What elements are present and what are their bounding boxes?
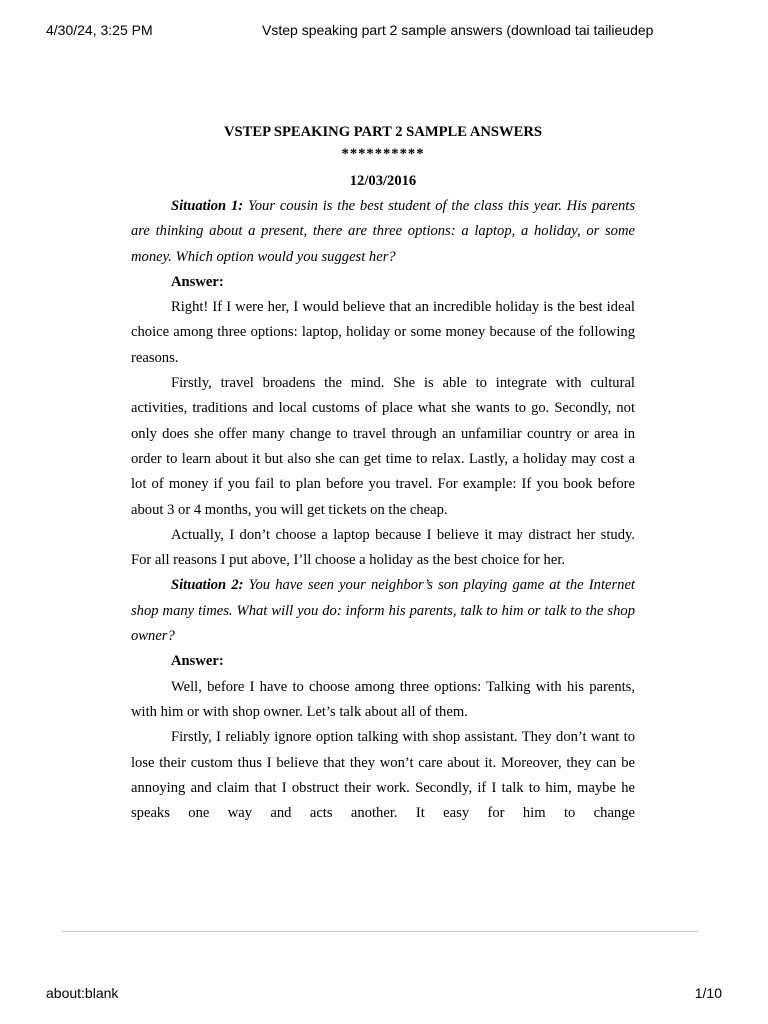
answer-2-label: Answer: xyxy=(171,653,224,670)
print-page-title: Vstep speaking part 2 sample answers (download tai tailieudep xyxy=(262,22,654,38)
answer-2-paragraph: Firstly, I reliably ignore option talking with shop assistant. They don’t want to lose their custom thus I believe that they won’t care about it. Moreover, they can be annoying and claim that I obstruct their work. Secondly, if I talk to him, maybe he speaks one way and acts another. It easy for him to change xyxy=(131,729,635,822)
print-footer xyxy=(46,985,722,1005)
document-body xyxy=(131,120,635,826)
print-datetime: 4/30/24, 3:25 PM xyxy=(46,22,153,38)
document-date: 12/03/2016 xyxy=(349,173,417,189)
answer-1-paragraph: Firstly, travel broadens the mind. She is able to integrate with cultural activities, traditions and local customs of place what she wants to go. Secondly, not only does she offer many change to travel through an unfamiliar country or area in order to learn about it but also she can get time to relax. Lastly, a holiday may cost a lot of money if you fail to plan before you travel. For example: If you book before about 3 or 4 months, you will get tickets on the cheap. xyxy=(131,375,635,518)
answer-1-paragraph: Actually, I don’t choose a laptop because I believe it may distract her study. For all reasons I put above, I’ll choose a holiday as the best choice for her. xyxy=(131,526,635,569)
answer-2-paragraph: Well, before I have to choose among three options: Talking with his parents, with him or with shop owner. Let’s talk about all of them. xyxy=(131,678,635,720)
situation-1-label: Situation 1: xyxy=(171,198,244,214)
situation-2-question xyxy=(131,573,635,649)
document-title: VSTEP SPEAKING PART 2 SAMPLE ANSWERS xyxy=(223,124,543,140)
answer-1-paragraph: Right! If I were her, I would believe that an incredible holiday is the best ideal choice among three options: laptop, holiday or some money because of the following reasons. xyxy=(131,299,635,366)
print-url: about:blank xyxy=(46,985,119,1001)
answer-1-label: Answer: xyxy=(171,273,224,290)
situation-1-question xyxy=(131,194,635,270)
situation-2-label: Situation 2: xyxy=(171,577,244,594)
situation-2-text: You have seen your neighbor’s son playing game at the Internet shop many times. What will you do: inform his parents, talk to him or talk to the shop owner? xyxy=(131,577,635,645)
page-divider xyxy=(62,931,698,932)
title-separator-stars: ********** xyxy=(341,146,425,162)
print-page-number: 1/10 xyxy=(694,985,722,1001)
print-header xyxy=(46,22,738,42)
situation-1-text: Your cousin is the best student of the class this year. His parents are thinking about a present, there are three options: a laptop, a holiday, or some money. Which option would you suggest her? xyxy=(131,198,635,265)
